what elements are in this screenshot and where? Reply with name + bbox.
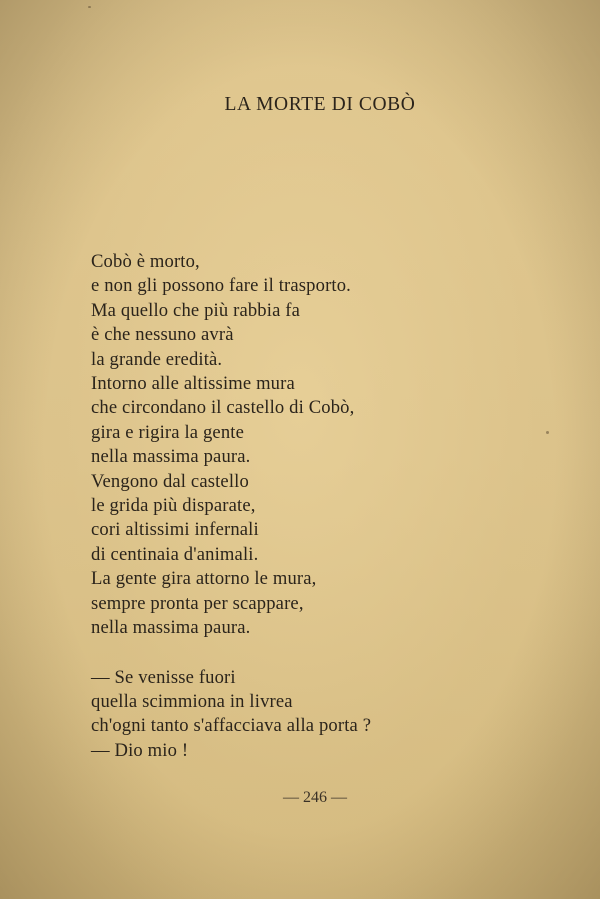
poem-line: Intorno alle altissime mura bbox=[91, 373, 295, 395]
poem-line: — Se venisse fuori bbox=[91, 666, 236, 688]
poem-body bbox=[91, 250, 371, 763]
poem-line: cori altissimi infernali bbox=[91, 519, 259, 541]
poem-line: la grande eredità. bbox=[91, 348, 223, 370]
poem-line: Ma quello che più rabbia fa bbox=[91, 299, 301, 321]
poem-line: le grida più disparate, bbox=[91, 495, 256, 517]
poem-stanza bbox=[91, 250, 371, 641]
poem-line: e non gli possono fare il trasporto. bbox=[91, 275, 351, 297]
poem-line: nella massima paura. bbox=[91, 617, 251, 639]
poem-title: LA MORTE DI COBÒ bbox=[224, 94, 416, 115]
poem-line: ch'ogni tanto s'affacciava alla porta ? bbox=[91, 715, 372, 737]
poem-line: di centinaia d'animali. bbox=[91, 543, 259, 565]
poem-line: quella scimmiona in livrea bbox=[91, 690, 293, 712]
poem-line: che circondano il castello di Cobò, bbox=[91, 397, 355, 419]
poem-line: Vengono dal castello bbox=[91, 470, 249, 492]
poem-line: Cobò è morto, bbox=[91, 251, 200, 272]
poem-line: nella massima paura. bbox=[91, 446, 251, 468]
poem-line: sempre pronta per scappare, bbox=[91, 592, 304, 614]
paper-speck bbox=[88, 6, 91, 8]
poem-line: La gente gira attorno le mura, bbox=[91, 568, 317, 590]
poem-line: è che nessuno avrà bbox=[91, 324, 234, 346]
poem-line: — Dio mio ! bbox=[91, 739, 189, 761]
poem-stanza bbox=[91, 666, 371, 764]
page-number: — 246 — bbox=[283, 789, 347, 806]
paper-speck bbox=[546, 431, 549, 434]
poem-line: gira e rigira la gente bbox=[91, 421, 245, 443]
